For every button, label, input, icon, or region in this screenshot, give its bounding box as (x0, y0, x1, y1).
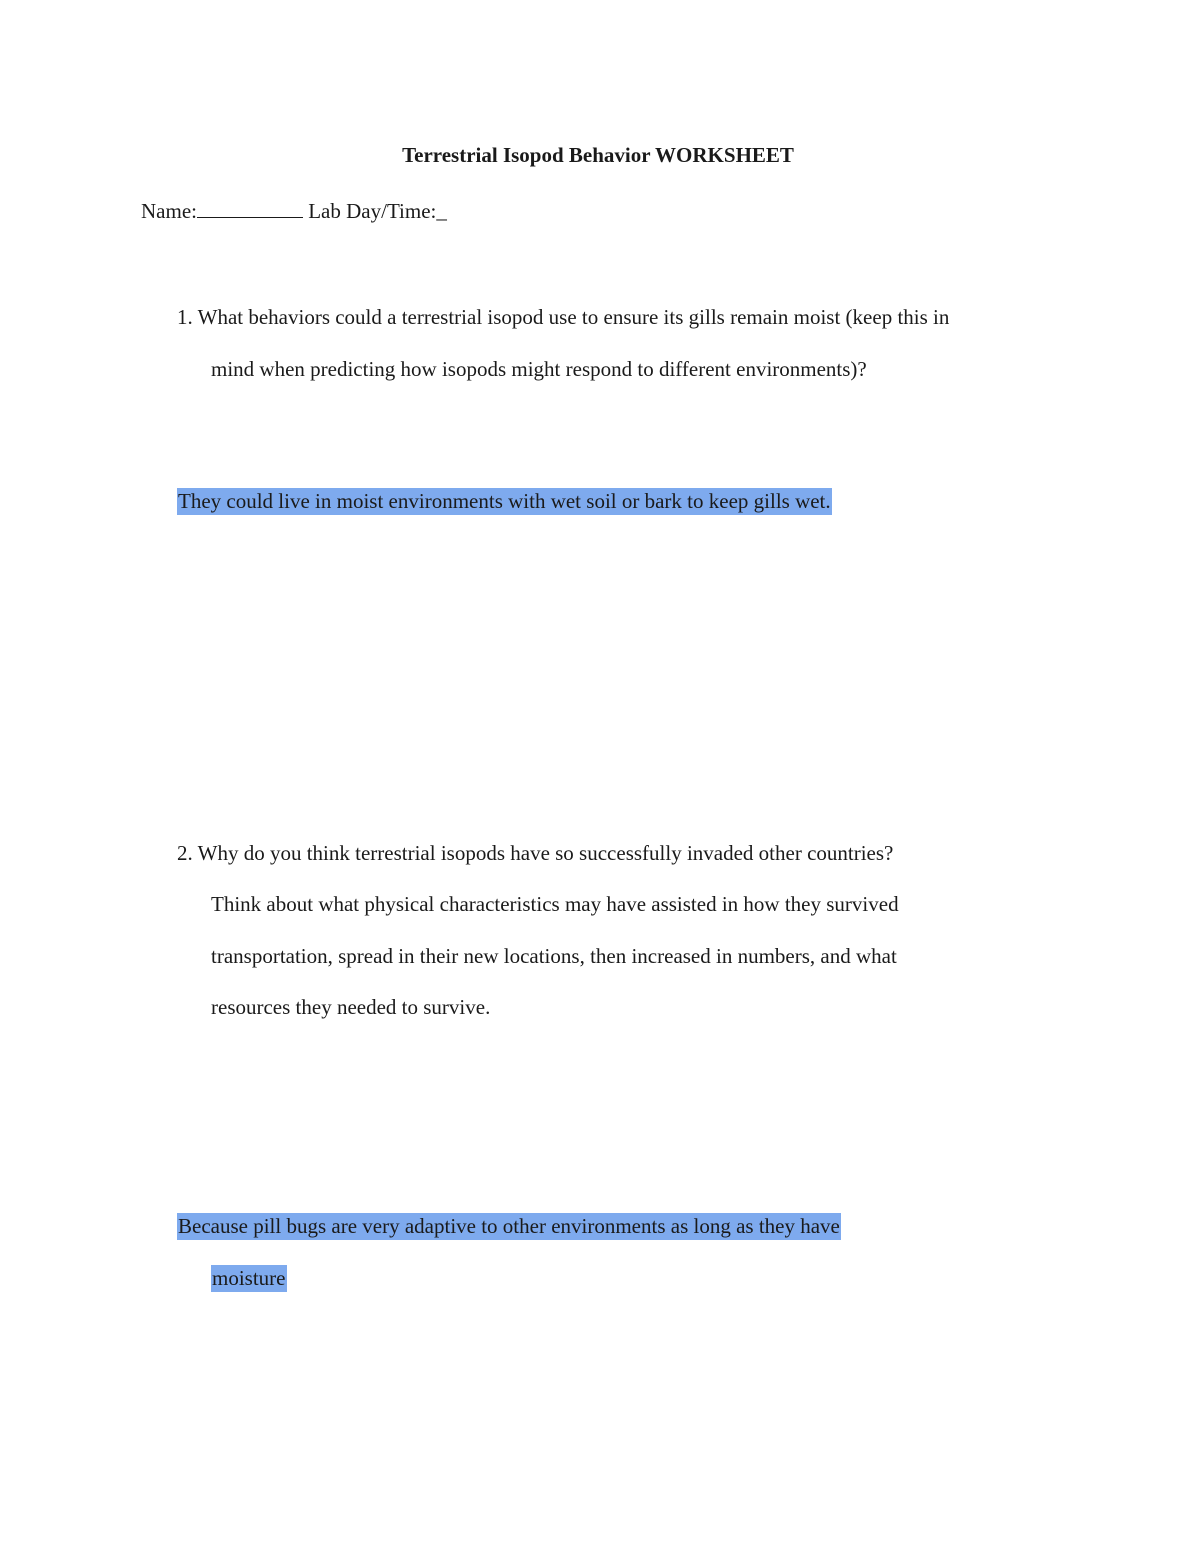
question-2-line-3: transportation, spread in their new locations, then increased in numbers, and what (211, 944, 897, 968)
answer-1 (177, 488, 832, 514)
lab-day-time-label: Lab Day/Time:_ (308, 199, 447, 223)
name-row (141, 196, 447, 224)
question-1-line-1: 1. What behaviors could a terrestrial isopod use to ensure its gills remain moist (keep this in (177, 305, 950, 329)
name-label: Name: (141, 199, 197, 223)
answer-2-line-1 (177, 1213, 841, 1239)
name-blank[interactable] (197, 196, 303, 218)
answer-1-highlighted-text[interactable]: They could live in moist environments with wet soil or bark to keep gills wet. (178, 489, 831, 513)
question-2-line-1: 2. Why do you think terrestrial isopods have so successfully invaded other countries? (177, 841, 894, 865)
page-title: Terrestrial Isopod Behavior WORKSHEET (402, 143, 794, 167)
question-1-line-2: mind when predicting how isopods might respond to different environments)? (211, 357, 867, 381)
answer-2-line-2 (211, 1265, 287, 1291)
answer-2-highlighted-text-2[interactable]: moisture (212, 1266, 286, 1290)
question-2-line-2: Think about what physical characteristics may have assisted in how they survived (211, 892, 899, 916)
question-2-line-4: resources they needed to survive. (211, 995, 491, 1019)
answer-2-highlighted-text-1[interactable]: Because pill bugs are very adaptive to other environments as long as they have (178, 1214, 840, 1238)
